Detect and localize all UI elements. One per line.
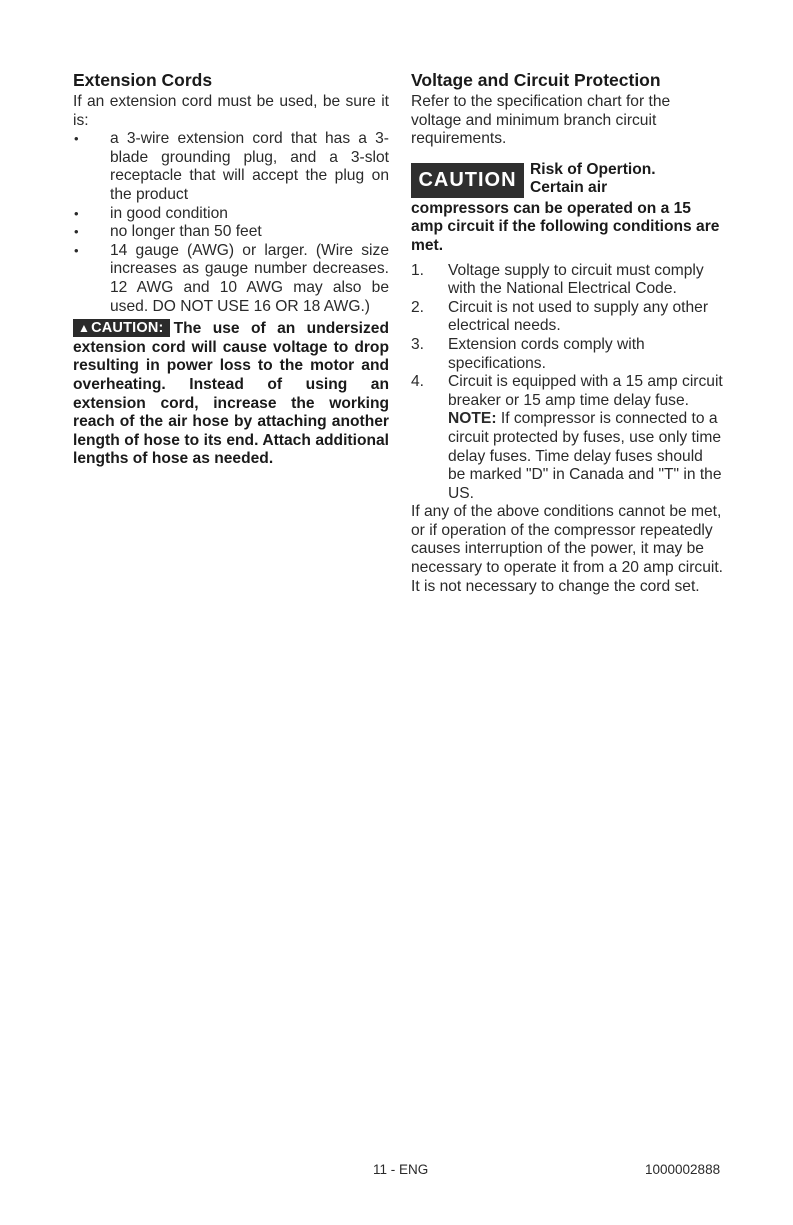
section-heading-extension-cords: Extension Cords [73, 70, 213, 90]
bullet-icon: • [74, 131, 79, 147]
page-number: 11 - ENG [373, 1162, 429, 1177]
caution-text: The use of an undersized extension cord will cause voltage to drop resulting in power loss to the motor and overheating. Instead of using an extension cord, increase the working reach of the air hose by attaching another length of hose to its end. Attach additional lengths of hose as needed. [73, 320, 389, 468]
list-item: 3. Extension cords comply with specifications. [411, 335, 645, 372]
list-item: • 14 gauge (AWG) or larger. (Wire size increases as gauge number decreases. 12 AWG and 10 AWG may also be used. DO NOT USE 16 OR 18 AWG.) [74, 241, 389, 315]
extension-cord-caution [73, 319, 389, 469]
list-item: • in good condition [74, 204, 228, 222]
list-item: 1. Voltage supply to circuit must comply with the National Electrical Code. [411, 261, 704, 298]
list-item: 4. Circuit is equipped with a 15 amp circuit breaker or 15 amp time delay fuse. NOTE: If compressor is connected to a circuit protected by fuses, use only time delay fuses. Time delay fuses should be marked "D" in Canada and "T" in the US. [411, 373, 723, 502]
list-item: • a 3-wire extension cord that has a 3-blade grounding plug, and a 3-slot receptacle that will accept the plug on the product [74, 130, 389, 203]
caution-badge: ▲CAUTION: [73, 319, 170, 337]
voltage-outro: If any of the above conditions cannot be met, or if operation of the compressor repeatedly causes interruption of the power, it may be necessary to operate it from a 20 amp circuit. It is not necessary to change the cord set. [411, 503, 724, 595]
extension-cord-requirements-list [73, 130, 389, 316]
list-item: 2. Circuit is not used to supply any other electrical needs. [411, 298, 709, 335]
bullet-icon: • [74, 242, 79, 258]
bullet-icon: • [74, 224, 79, 240]
caution-heading-text: Risk of Opertion. Certain air [530, 160, 656, 197]
bullet-icon: • [74, 205, 79, 221]
voltage-intro: Refer to the specification chart for the voltage and minimum branch circuit requirements. [411, 93, 671, 148]
section-heading-voltage: Voltage and Circuit Protection [411, 70, 661, 90]
document-code: 1000002888 [645, 1162, 721, 1177]
voltage-circuit-section [411, 70, 724, 596]
list-item: • no longer than 50 feet [74, 223, 262, 241]
circuit-conditions-list [411, 262, 724, 504]
note-label: NOTE: [448, 410, 497, 428]
caution-text: compressors can be operated on a 15 amp circuit if the following conditions are met. [411, 199, 720, 254]
warning-triangle-icon: ▲ [78, 321, 91, 336]
circuit-caution-header [411, 161, 724, 200]
extension-cords-intro: If an extension cord must be used, be sure it is: [73, 93, 389, 129]
caution-badge: CAUTION [411, 163, 524, 198]
extension-cords-section [73, 70, 389, 469]
